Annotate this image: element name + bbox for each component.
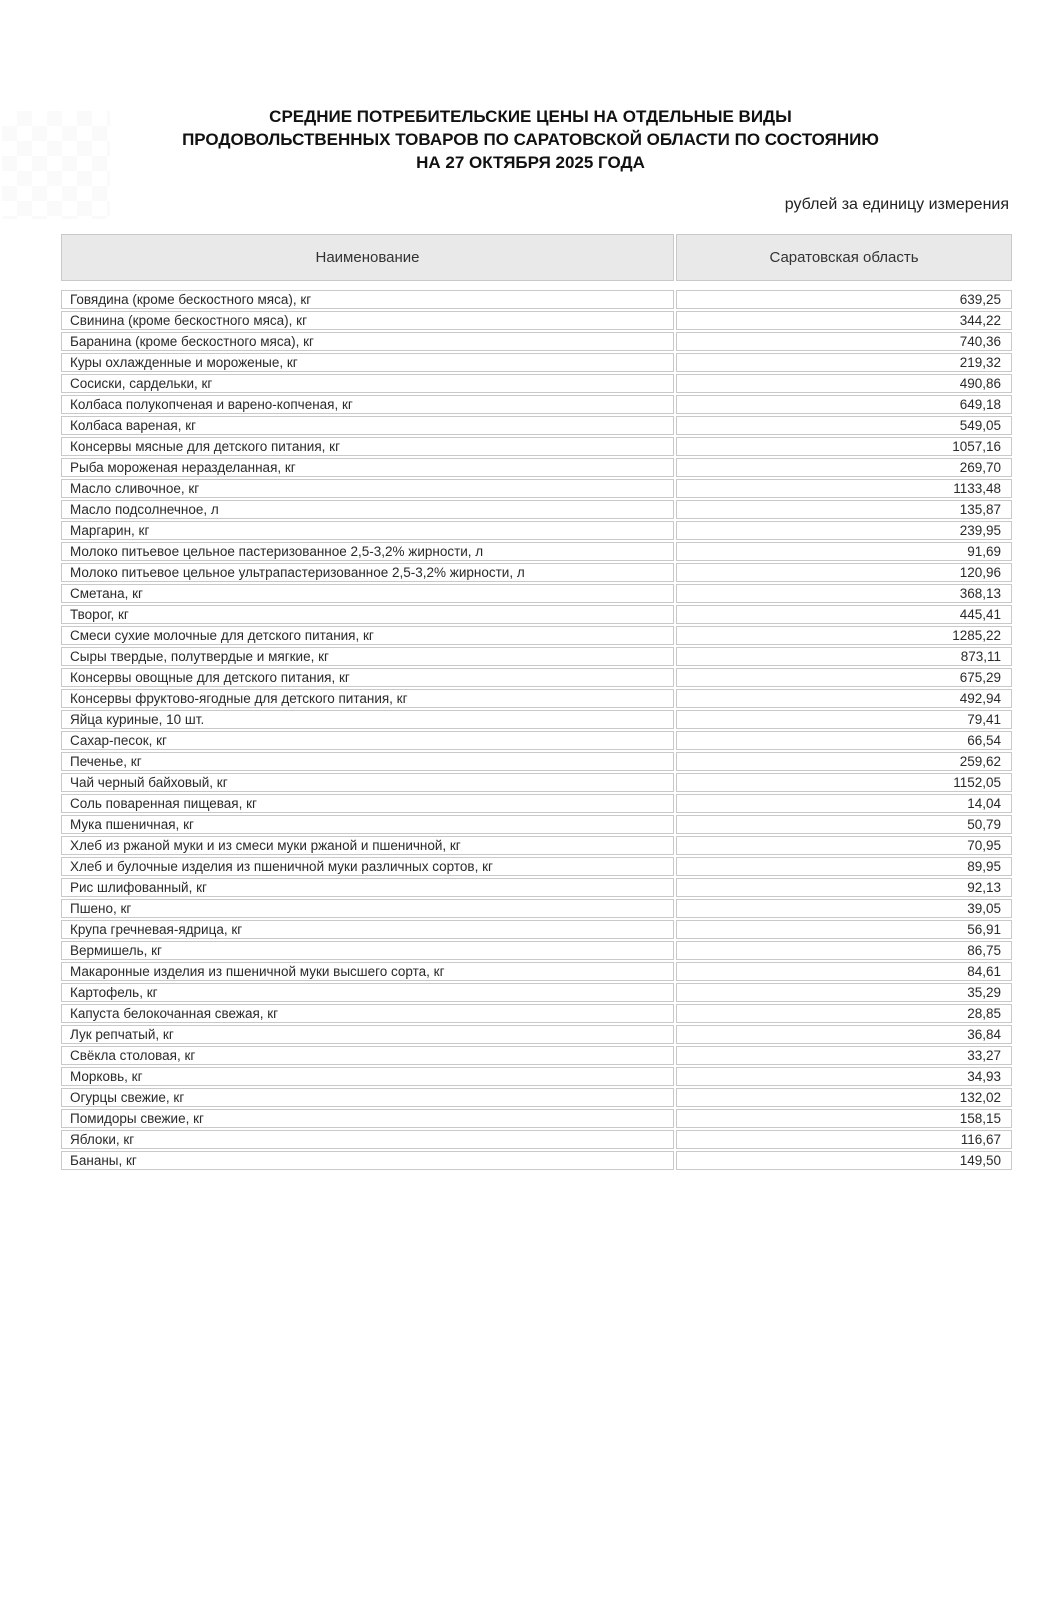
table-row (61, 458, 1012, 477)
table-row (61, 941, 1012, 960)
price-cell: 639,25 (676, 290, 1012, 309)
price-cell: 445,41 (676, 605, 1012, 624)
table-row (61, 752, 1012, 771)
table-row (61, 584, 1012, 603)
product-name-cell: Мука пшеничная, кг (61, 815, 674, 834)
price-cell: 92,13 (676, 878, 1012, 897)
table-row (61, 437, 1012, 456)
table-row (61, 374, 1012, 393)
product-name-cell: Смеси сухие молочные для детского питания, кг (61, 626, 674, 645)
table-row (61, 521, 1012, 540)
product-name-cell: Рис шлифованный, кг (61, 878, 674, 897)
page-title-line-3: НА 27 ОКТЯБРЯ 2025 ГОДА (416, 153, 645, 172)
product-name-cell: Капуста белокочанная свежая, кг (61, 1004, 674, 1023)
product-name-cell: Бананы, кг (61, 1151, 674, 1170)
product-name-cell: Лук репчатый, кг (61, 1025, 674, 1044)
table-row (61, 311, 1012, 330)
header-cell-region: Саратовская область (676, 234, 1012, 281)
table-row (61, 542, 1012, 561)
product-name-cell: Картофель, кг (61, 983, 674, 1002)
price-cell: 14,04 (676, 794, 1012, 813)
watermark-pattern (2, 111, 110, 219)
header-row (61, 234, 1012, 281)
product-name-cell: Сахар-песок, кг (61, 731, 674, 750)
price-cell: 39,05 (676, 899, 1012, 918)
price-cell: 120,96 (676, 563, 1012, 582)
table-row (61, 1109, 1012, 1128)
product-name-cell: Макаронные изделия из пшеничной муки высшего сорта, кг (61, 962, 674, 981)
price-cell: 35,29 (676, 983, 1012, 1002)
table-row (61, 416, 1012, 435)
price-cell: 873,11 (676, 647, 1012, 666)
table-row (61, 1130, 1012, 1149)
price-cell: 149,50 (676, 1151, 1012, 1170)
table-row (61, 857, 1012, 876)
table-row (61, 563, 1012, 582)
product-name-cell: Помидоры свежие, кг (61, 1109, 674, 1128)
table-row (61, 332, 1012, 351)
product-name-cell: Морковь, кг (61, 1067, 674, 1086)
table-row (61, 689, 1012, 708)
page-title-line-1: СРЕДНИЕ ПОТРЕБИТЕЛЬСКИЕ ЦЕНЫ НА ОТДЕЛЬНЫЕ ВИДЫ (269, 107, 792, 126)
price-cell: 344,22 (676, 311, 1012, 330)
price-cell: 649,18 (676, 395, 1012, 414)
table-row (61, 1046, 1012, 1065)
product-name-cell: Сыры твердые, полутвердые и мягкие, кг (61, 647, 674, 666)
product-name-cell: Масло сливочное, кг (61, 479, 674, 498)
price-cell: 239,95 (676, 521, 1012, 540)
price-cell: 91,69 (676, 542, 1012, 561)
product-name-cell: Яблоки, кг (61, 1130, 674, 1149)
price-cell: 549,05 (676, 416, 1012, 435)
product-name-cell: Творог, кг (61, 605, 674, 624)
product-name-cell: Колбаса полукопченая и варено-копченая, кг (61, 395, 674, 414)
price-cell: 28,85 (676, 1004, 1012, 1023)
product-name-cell: Огурцы свежие, кг (61, 1088, 674, 1107)
product-name-cell: Свёкла столовая, кг (61, 1046, 674, 1065)
header-spacer-cell (61, 283, 1012, 288)
product-name-cell: Крупа гречневая-ядрица, кг (61, 920, 674, 939)
price-cell: 135,87 (676, 500, 1012, 519)
table-row (61, 290, 1012, 309)
product-name-cell: Яйца куриные, 10 шт. (61, 710, 674, 729)
table-row (61, 500, 1012, 519)
price-cell: 34,93 (676, 1067, 1012, 1086)
table-row (61, 962, 1012, 981)
product-name-cell: Молоко питьевое цельное пастеризованное 2,5-3,2% жирности, л (61, 542, 674, 561)
price-cell: 56,91 (676, 920, 1012, 939)
table-row (61, 668, 1012, 687)
product-name-cell: Консервы фруктово-ягодные для детского питания, кг (61, 689, 674, 708)
price-cell: 116,67 (676, 1130, 1012, 1149)
product-name-cell: Консервы мясные для детского питания, кг (61, 437, 674, 456)
price-cell: 86,75 (676, 941, 1012, 960)
product-name-cell: Сметана, кг (61, 584, 674, 603)
price-cell: 490,86 (676, 374, 1012, 393)
product-name-cell: Маргарин, кг (61, 521, 674, 540)
header-cell-name: Наименование (61, 234, 674, 281)
product-name-cell: Куры охлажденные и мороженые, кг (61, 353, 674, 372)
product-name-cell: Соль поваренная пищевая, кг (61, 794, 674, 813)
product-name-cell: Масло подсолнечное, л (61, 500, 674, 519)
product-name-cell: Баранина (кроме бескостного мяса), кг (61, 332, 674, 351)
table-row (61, 815, 1012, 834)
product-name-cell: Консервы овощные для детского питания, кг (61, 668, 674, 687)
product-name-cell: Говядина (кроме бескостного мяса), кг (61, 290, 674, 309)
product-name-cell: Рыба мороженая неразделанная, кг (61, 458, 674, 477)
price-cell: 1057,16 (676, 437, 1012, 456)
price-cell: 132,02 (676, 1088, 1012, 1107)
product-name-cell: Свинина (кроме бескостного мяса), кг (61, 311, 674, 330)
table-row (61, 773, 1012, 792)
product-name-cell: Колбаса вареная, кг (61, 416, 674, 435)
table-row (61, 353, 1012, 372)
table-row (61, 1088, 1012, 1107)
table-row (61, 710, 1012, 729)
document-page (0, 105, 1061, 1605)
table-row (61, 983, 1012, 1002)
table-row (61, 878, 1012, 897)
price-table-body (61, 290, 1012, 1170)
product-name-cell: Печенье, кг (61, 752, 674, 771)
price-cell: 675,29 (676, 668, 1012, 687)
table-row (61, 1025, 1012, 1044)
price-cell: 84,61 (676, 962, 1012, 981)
table-row (61, 626, 1012, 645)
price-cell: 259,62 (676, 752, 1012, 771)
product-name-cell: Хлеб и булочные изделия из пшеничной муки различных сортов, кг (61, 857, 674, 876)
price-table-container (59, 232, 1061, 1172)
table-row (61, 395, 1012, 414)
price-table (59, 232, 1014, 1172)
table-row (61, 647, 1012, 666)
price-table-header (61, 234, 1012, 288)
price-cell: 1152,05 (676, 773, 1012, 792)
table-row (61, 479, 1012, 498)
product-name-cell: Молоко питьевое цельное ультрапастеризованное 2,5-3,2% жирности, л (61, 563, 674, 582)
product-name-cell: Хлеб из ржаной муки и из смеси муки ржаной и пшеничной, кг (61, 836, 674, 855)
product-name-cell: Пшено, кг (61, 899, 674, 918)
price-cell: 269,70 (676, 458, 1012, 477)
price-cell: 33,27 (676, 1046, 1012, 1065)
table-row (61, 794, 1012, 813)
table-row (61, 1067, 1012, 1086)
table-row (61, 1004, 1012, 1023)
price-cell: 158,15 (676, 1109, 1012, 1128)
price-cell: 70,95 (676, 836, 1012, 855)
price-cell: 66,54 (676, 731, 1012, 750)
page-title-line-2: ПРОДОВОЛЬСТВЕННЫХ ТОВАРОВ ПО САРАТОВСКОЙ ОБЛАСТИ ПО СОСТОЯНИЮ (182, 130, 879, 149)
price-cell: 740,36 (676, 332, 1012, 351)
price-cell: 492,94 (676, 689, 1012, 708)
table-row (61, 605, 1012, 624)
price-cell: 89,95 (676, 857, 1012, 876)
table-row (61, 920, 1012, 939)
price-cell: 36,84 (676, 1025, 1012, 1044)
product-name-cell: Чай черный байховый, кг (61, 773, 674, 792)
price-cell: 50,79 (676, 815, 1012, 834)
price-cell: 219,32 (676, 353, 1012, 372)
table-row (61, 1151, 1012, 1170)
price-cell: 79,41 (676, 710, 1012, 729)
header-spacer-row (61, 283, 1012, 288)
price-cell: 368,13 (676, 584, 1012, 603)
price-cell: 1133,48 (676, 479, 1012, 498)
table-row (61, 731, 1012, 750)
page-title (0, 105, 1061, 174)
unit-of-measure-note: рублей за единицу измерения (784, 196, 1009, 213)
product-name-cell: Сосиски, сардельки, кг (61, 374, 674, 393)
price-cell: 1285,22 (676, 626, 1012, 645)
table-row (61, 899, 1012, 918)
product-name-cell: Вермишель, кг (61, 941, 674, 960)
table-row (61, 836, 1012, 855)
